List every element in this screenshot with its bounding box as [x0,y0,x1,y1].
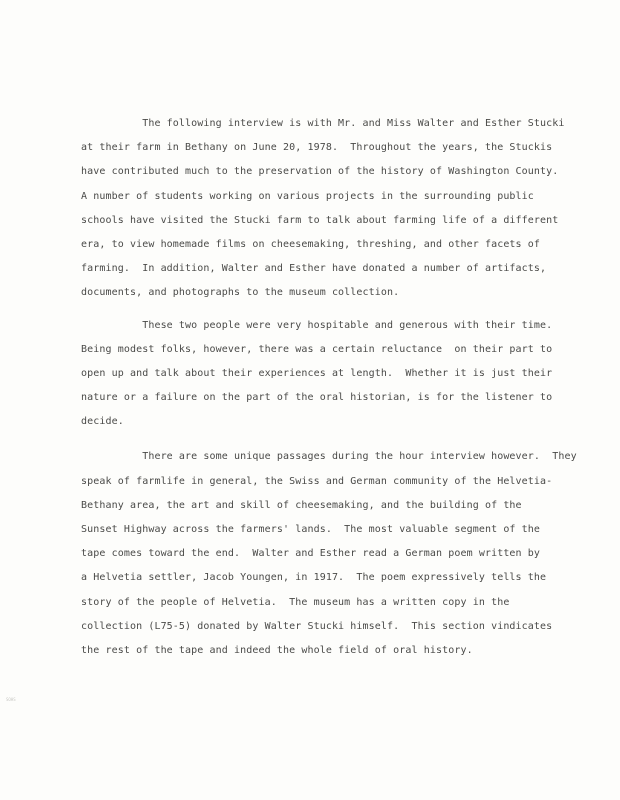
text-line: These two people were very hospitable and generous with their time. [81,319,553,331]
text-line: The following interview is with Mr. and Miss Walter and Esther Stucki [81,118,565,129]
text-line: schools have visited the Stucki farm to talk about farming life of a different [81,214,559,226]
paragraph-intro [81,112,570,306]
text-line: at their farm in Bethany on June 20, 1978. Throughout the years, the Stuckis [81,142,553,154]
text-line: Sunset Highway across the farmers' lands. The most valuable segment of the [81,524,541,535]
scan-mark: SOHS [6,697,16,702]
text-line: story of the people of Helvetia. The museum has a written copy in the [81,596,510,608]
text-line: collection (L75-5) donated by Walter Stucki himself. This section vindicates [81,620,553,632]
text-line: have contributed much to the preservation of the history of Washington County. [81,166,559,178]
text-line: farming. In addition, Walter and Esther have donated a number of artifacts, [81,263,547,275]
text-line: decide. [81,416,124,428]
text-line: open up and talk about their experiences at length. Whether it is just their [81,367,553,379]
text-line: the rest of the tape and indeed the whole field of oral history. [81,644,473,656]
text-line: nature or a failure on the part of the oral historian, is for the listener to [81,392,553,404]
paragraph-hospitality [81,314,570,435]
text-line: Being modest folks, however, there was a certain reluctance on their part to [81,343,553,355]
paragraph-passages [81,445,577,663]
text-line: There are some unique passages during the hour interview however. They [81,451,577,463]
text-line: speak of farmlife in general, the Swiss and German community of the Helvetia- [81,475,553,487]
text-line: a Helvetia settler, Jacob Youngen, in 1917. The poem expressively tells the [81,572,547,584]
text-line: tape comes toward the end. Walter and Esther read a German poem written by [81,548,541,560]
text-line: era, to view homemade films on cheesemaking, threshing, and other facets of [81,238,541,250]
text-line: Bethany area, the art and skill of cheesemaking, and the building of the [81,499,522,511]
text-line: A number of students working on various projects in the surrounding public [81,190,534,202]
text-line: documents, and photographs to the museum collection. [81,287,400,299]
